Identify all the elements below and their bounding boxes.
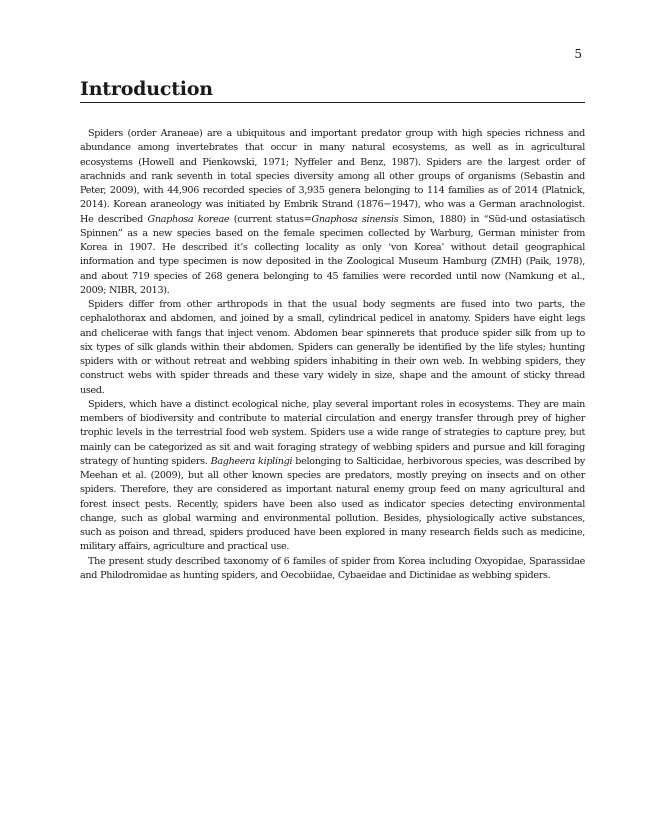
species-name-gnaphosa-koreae: Gnaphosa koreae — [147, 213, 230, 225]
paragraph-2-run-1: Spiders differ from other arthropods in that the usual body segments are fused into two parts, the cephalothorax and abdomen, and joined by a small, cylindrical pedicel in anatomy. Spiders have eight legs and chelicerae with fangs that inject venom. Abdomen bear spinnerets that produce spider silk from up to six types of silk glands within their abdomen. Spiders can generally be identified by the life styles; hunting spiders with or without retreat and webbing spiders inhabiting in their own web. In webbing spiders, they construct webs with spider threads and these vary widely in size, shape and the amount of sticky thread used. — [80, 299, 585, 396]
paragraph-2 — [80, 298, 585, 398]
chapter-heading: Introduction — [80, 78, 585, 103]
paragraph-3-run-3: belonging to Salticidae, herbivorous species, was described by Meehan et al. (2009), but all other known species are predators, mostly preying on insects and on other spiders. Therefore, they are considered as important natural enemy group feed on many agricultural and forest insect pests. Recently, spiders have been also used as indicator species detecting environmental change, such as global warming and environmental pollution. Besides, physiologically active substances, such as poison and thread, spiders produced have been explored in many research fields such as medicine, military affairs, agriculture and practical use. — [80, 455, 585, 553]
paragraph-1-run-5: Simon, 1880) in “Süd-und ostasiatisch Spinnen” as a new species based on the female specimen collected by Warburg, German minister from Korea in 1907. He described it’s collecting locality as only ‘von Korea’ without detail geographical information and type specimen is now deposited in the Zoological Museum Hamburg (ZMH) (Paik, 1978), and about 719 species of 268 genera belonging to 45 families were recorded until now (Namkung et al., 2009; NIBR, 2013). — [80, 213, 585, 296]
paragraph-1 — [80, 127, 585, 298]
body-text — [80, 127, 585, 583]
paragraph-3-run-1: Spiders, which have a distinct ecological niche, play several important roles in ecosystems. They are main members of biodiversity and contribute to material circulation and energy transfer through prey of higher trophic levels in the terrestrial food web system. Spiders use a wide range of strategies to capture prey, but mainly can be categorized as sit and wait foraging strategy of webbing spiders and pursue and kill foraging strategy of hunting spiders. — [80, 398, 585, 467]
paragraph-4 — [80, 555, 585, 584]
paragraph-1-run-3: (current status= — [229, 213, 312, 225]
page-number: 5 — [574, 47, 582, 61]
paragraph-4-run-1: The present study described taxonomy of 6 familes of spider from Korea including Oxyopidae, Sparassidae and Philodromidae as hunting spiders, and Oecobiidae, Cybaeidae and Dictinidae as webbing spiders. — [80, 555, 585, 581]
species-name-bagheera-kiplingi: Bagheera kiplingi — [210, 455, 293, 467]
paragraph-3 — [80, 398, 585, 555]
species-name-gnaphosa-sinensis: Gnaphosa sinensis — [311, 213, 399, 225]
paragraph-1-run-1: Spiders (order Araneae) are a ubiquitous and important predator group with high species richness and abundance among invertebrates that occur in many natural ecosystems, as well as in agricultural ecosystems (Howell and Pienkowski, 1971; Nyffeler and Benz, 1987). Spiders are the largest order of arachnids and rank seventh in total species diversity among all other groups of organisms (Sebastin and Peter, 2009), with 44,906 recorded species of 3,935 genera belonging to 114 families as of 2014 (Platnick, 2014). Korean araneology was initiated by Embrik Strand (1876−1947), who was a German arachnologist. He described — [80, 128, 585, 225]
